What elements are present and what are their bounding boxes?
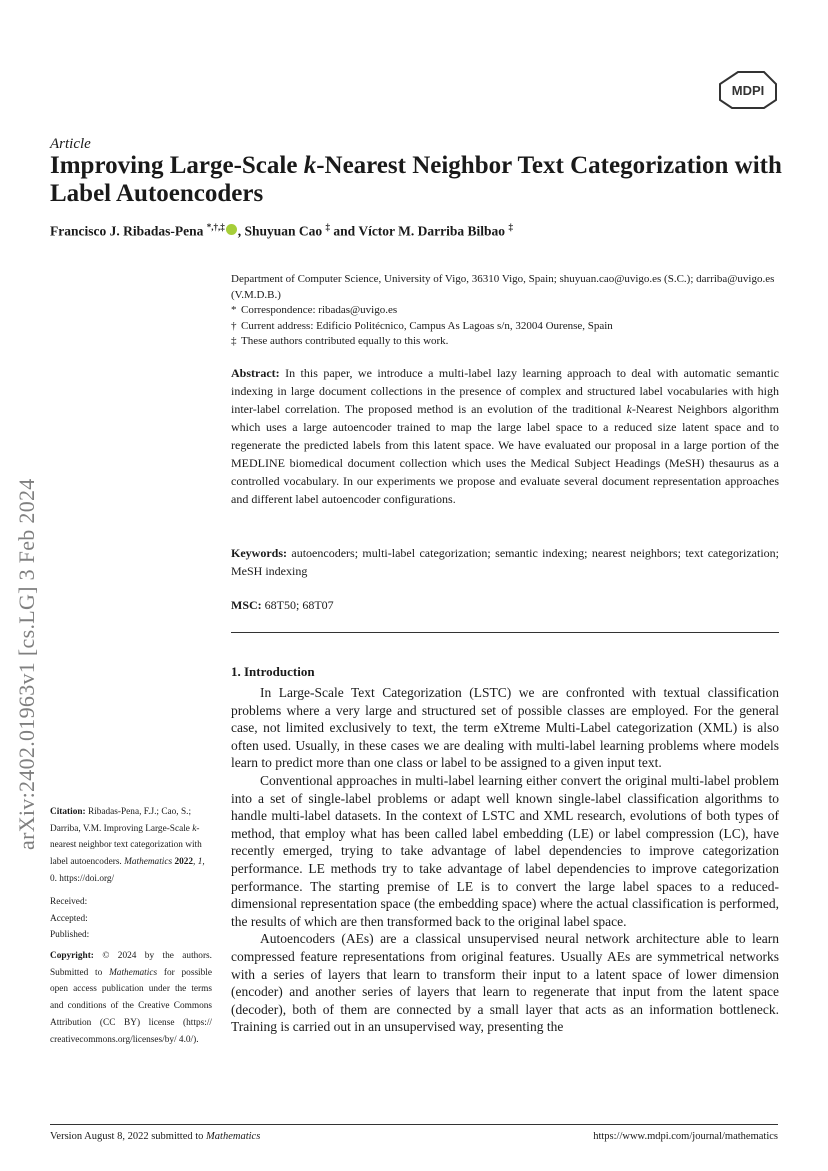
author-1-marks: *,†,‡ — [206, 222, 225, 232]
author-3: and Víctor M. Darriba Bilbao — [330, 223, 506, 239]
author-1: Francisco J. Ribadas-Pena — [50, 223, 204, 239]
affiliations — [231, 272, 791, 350]
author-list — [50, 222, 513, 240]
current-address: † Current address: Edificio Politécnico, Campus As Lagoas s/n, 32004 Ourense, Spain — [231, 319, 613, 332]
msc-codes: MSC: 68T50; 68T07 — [231, 598, 334, 612]
paragraph: Conventional approaches in multi-label learning either convert the original multi-label problem into a set of single-label problems or adapt well known single-label classification algorithms to handle multi-label datasets. In the context of LSTC and XML research, evolutions of both types of method, that employ what has been called label embedding (LE) or label compression (LC), have recently emerged, trying to take advantage of label dependencies to improve categorization performance. LE methods try to take advantage of label dependencies to improve categorization performance. The starting premise of LE is to convert the large label spaces to a reduced-dimensional representation space (the embedding space) where the actual classification is performed, the results of which are then transformed back to the original label space. — [231, 772, 779, 929]
paper-title: Improving Large-Scale k-Nearest Neighbor Text Categorization with Label Autoencoders — [50, 152, 782, 207]
paragraph: In Large-Scale Text Categorization (LSTC) we are confronted with textual classification problems where a very large and structured set of possible classes are employed. For the general case, not limited exclusively to text, the term eXtreme Multi-Label categorization (XML) is also often used. Usually, in these cases we are dealing with multi-label learning problems where models learn to predict more than one class or label to be assigned to a given input text. — [231, 685, 779, 771]
received-label: Received: — [50, 897, 88, 907]
section-divider — [231, 632, 779, 633]
article-type: Article — [50, 136, 91, 152]
copyright-notice: Copyright: © 2024 by the authors. Submitted to Mathematics for possible open access publication under the terms and conditions of the Creative Commons Attribution (CC BY) license (https:// creativecommons.org/licenses/by/ 4.0/). — [50, 951, 213, 1045]
author-3-marks: ‡ — [508, 222, 513, 232]
author-2-marks: ‡ — [325, 222, 331, 232]
abstract: Abstract: In this paper, we introduce a multi-label lazy learning approach to deal with automatic semantic indexing in large document collections in the presence of complex and structured label vocabularies with high inter-label correlation. The proposed method is an evolution of the traditional k-Nearest Neighbors algorithm which uses a large autoencoder trained to map the large label space to a reduced size latent space and to regenerate the predicted labels from this latent space. We have evaluated our proposal in a large portion of the MEDLINE biomedical document collection which uses the Medical Subject Headings (MeSH) thesaurus as a controlled vocabulary. In our experiments we propose and evaluate several document representation approaches and different label autoencoder configurations. — [231, 366, 779, 506]
abstract-label: Abstract: — [231, 366, 280, 380]
arxiv-stamp: arXiv:2402.01963v1 [cs.LG] 3 Feb 2024 — [14, 478, 39, 850]
accepted-label: Accepted: — [50, 913, 88, 924]
footer-divider — [50, 1124, 778, 1125]
footer-version: Version August 8, 2022 submitted to Mathematics — [50, 1131, 261, 1142]
section-heading-introduction: 1. Introduction — [231, 664, 315, 679]
published-label: Published: — [50, 930, 90, 941]
author-2: , Shuyuan Cao — [237, 223, 323, 239]
paragraph: Autoencoders (AEs) are a classical unsupervised neural network architecture able to learn compressed feature representations from original features. Usually AEs are symmetrical networks with a series of layers that learn to transform their input to a latent space of lower dimension (encoder) and another series of layers that learn to regenerate that input from the latent space (decoder), both of them are connected by a small layer that acts as an information bottleneck. Training is carried out in an unsupervised way, presenting the — [231, 931, 779, 1035]
keywords: Keywords: autoencoders; multi-label categorization; semantic indexing; nearest neighbors; text categorization; MeSH indexing — [231, 546, 779, 578]
citation-box: Citation: Ribadas-Pena, F.J.; Cao, S.; Darriba, V.M. Improving Large-Scale k-nearest neighbor text categorization with label autoencoders. Mathematics 2022, 1, 0. https://doi.org/ — [50, 807, 205, 884]
msc-label: MSC: — [231, 598, 262, 612]
mdpi-logo — [718, 70, 778, 110]
publication-dates — [50, 894, 212, 944]
keywords-label: Keywords: — [231, 546, 287, 560]
orcid-icon[interactable] — [226, 224, 237, 235]
mdpi-logo-text: MDPI — [731, 83, 765, 98]
footer-journal-link[interactable]: https://www.mdpi.com/journal/mathematics — [593, 1131, 778, 1142]
affiliation-dept: Department of Computer Science, University of Vigo, 36310 Vigo, Spain; shuyuan.cao@uvigo.es (S.C.); darriba@uvigo.es (V.M.D.B.) — [231, 273, 775, 301]
introduction-body — [231, 684, 779, 1036]
correspondence: * Correspondence: ribadas@uvigo.es — [231, 304, 398, 316]
mdpi-logo-icon — [718, 70, 778, 110]
equal-contribution: ‡ These authors contributed equally to this work. — [231, 335, 449, 347]
